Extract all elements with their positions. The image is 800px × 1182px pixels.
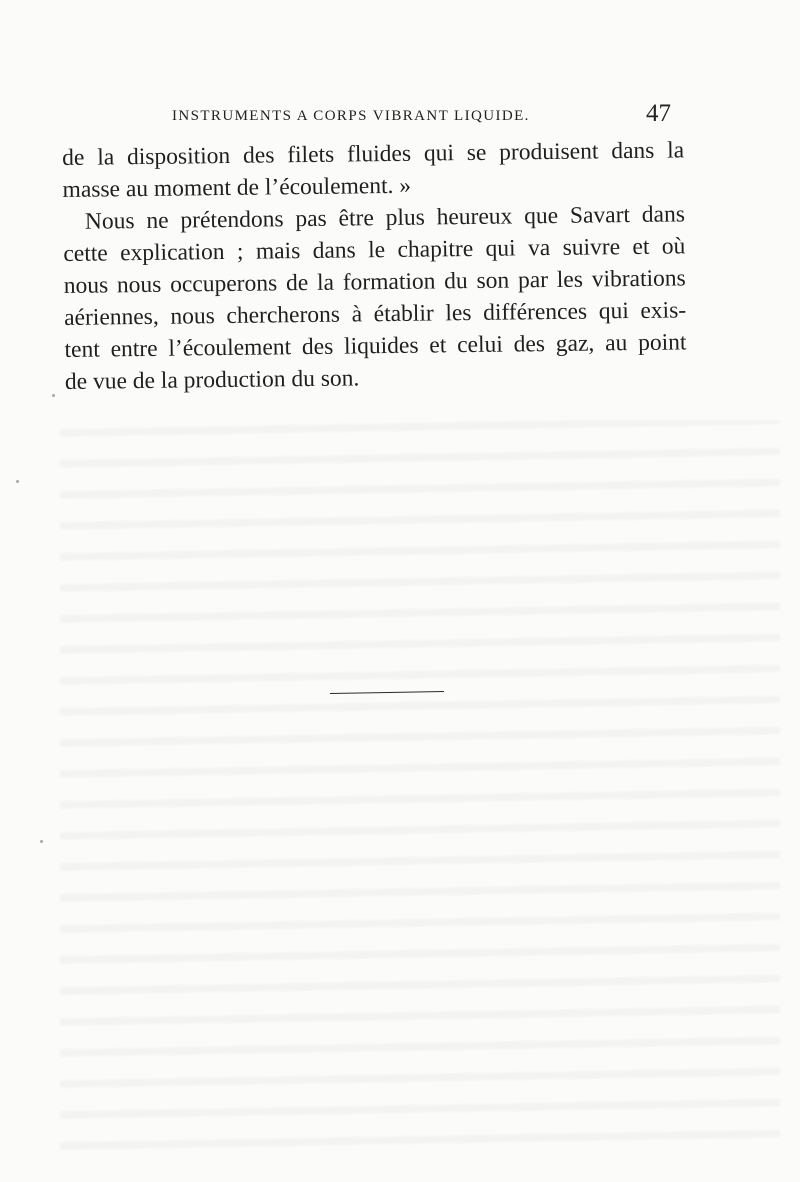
text-line: masse au moment de l’écoulement. »: [62, 172, 412, 203]
paper-speck: [40, 840, 43, 843]
body-text: [62, 134, 687, 398]
text-line: nous nous occuperons de la formation du son par les vibrations: [63, 265, 686, 299]
running-head: INSTRUMENTS A CORPS VIBRANT LIQUIDE.: [172, 108, 530, 124]
paragraph-start-line: Nous ne prétendons pas être plus heureux que Savart dans: [84, 201, 686, 235]
text-line: tent entre l’écoulement des liquides et celui des gaz, au point: [64, 329, 687, 363]
page-number: 47: [646, 100, 671, 127]
text-line: de vue de la production du son.: [64, 365, 360, 395]
text-line: aériennes, nous chercherons à établir les différences qui exis-: [63, 297, 687, 331]
paper-speck: [52, 394, 55, 397]
paper-speck: [16, 480, 19, 483]
text-line: de la disposition des filets fluides qui se produisent dans la: [62, 137, 685, 171]
text-line: cette explication ; mais dans le chapitre qui va suivre et où: [63, 233, 686, 267]
section-end-rule: [330, 691, 444, 694]
